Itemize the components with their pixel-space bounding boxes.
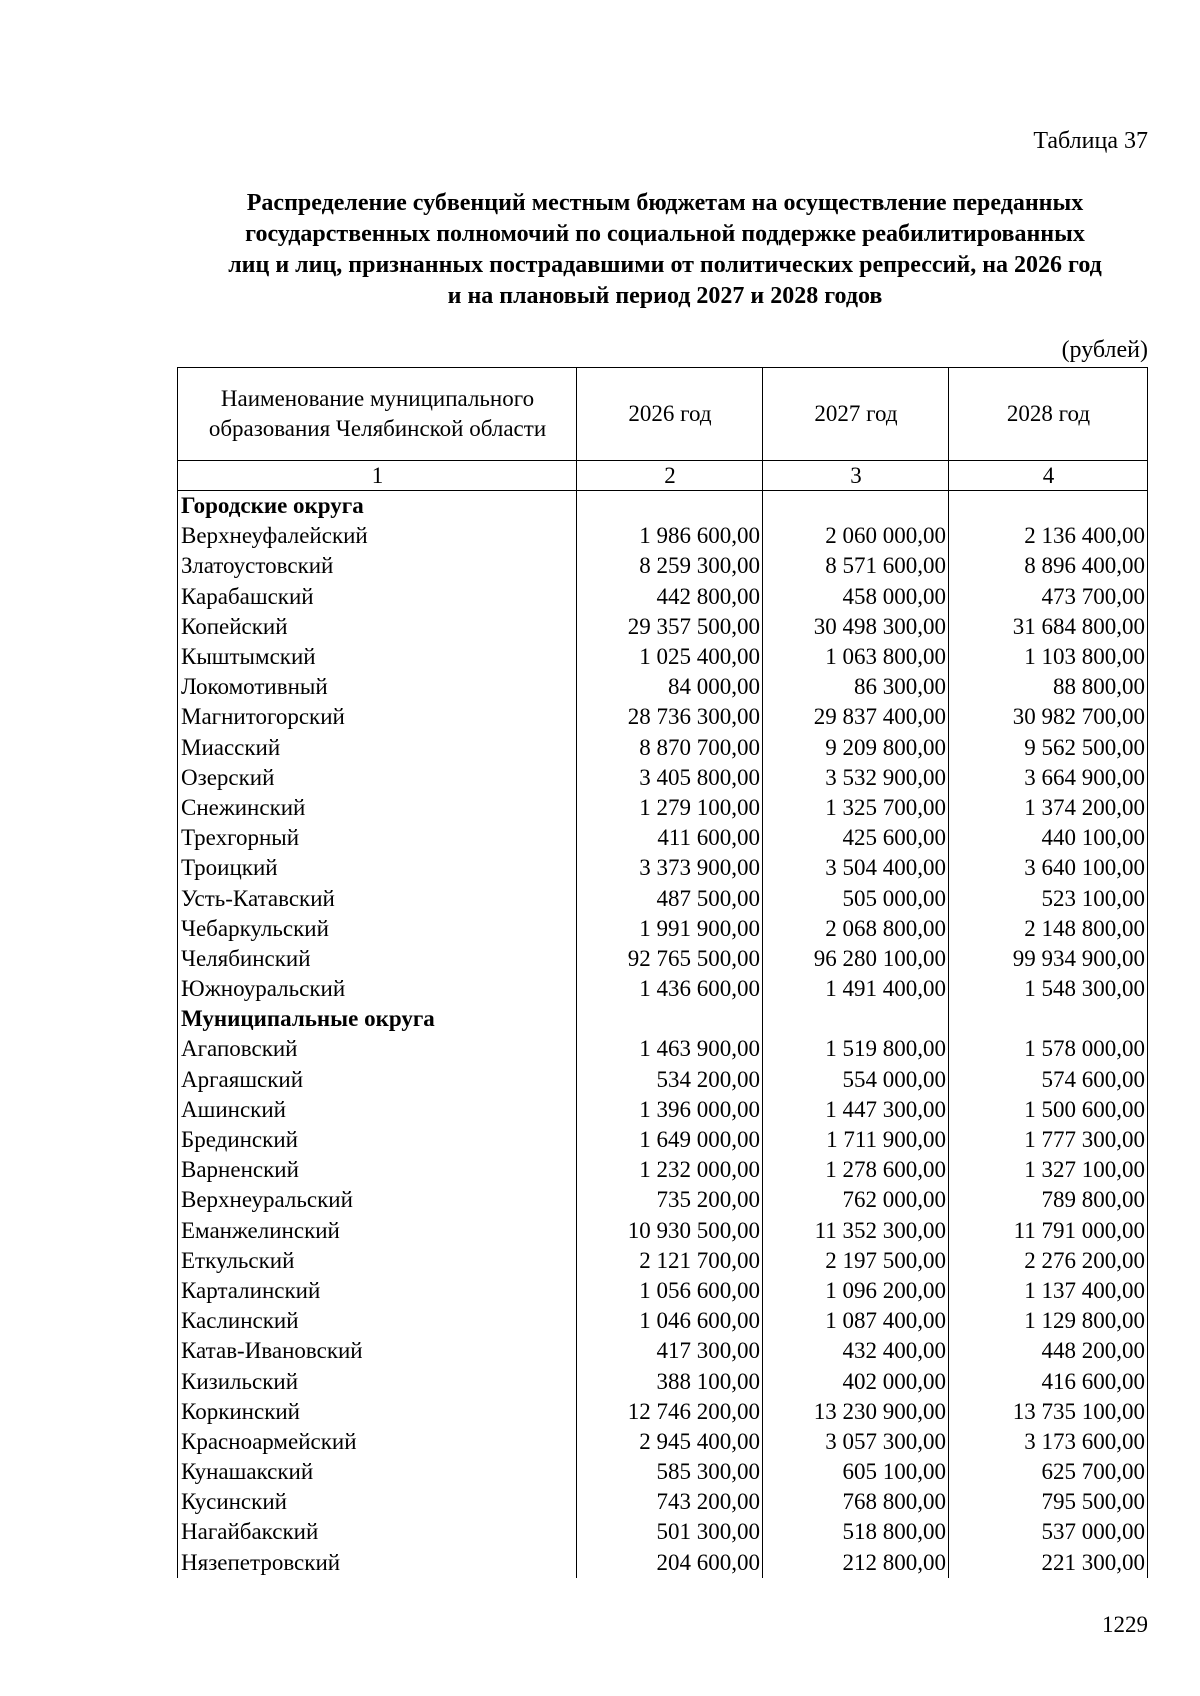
table-row	[178, 672, 1148, 702]
amount-2026: 2 121 700,00	[577, 1246, 763, 1276]
table-row	[178, 1366, 1148, 1396]
municipality-name: Верхнеуральский	[178, 1185, 577, 1215]
amount-2028: 2 136 400,00	[949, 521, 1148, 551]
municipality-name: Верхнеуфалейский	[178, 521, 577, 551]
amount-2027: 1 519 800,00	[763, 1034, 949, 1064]
table-row	[178, 1276, 1148, 1306]
municipality-name: Ашинский	[178, 1095, 577, 1125]
amount-2026: 1 396 000,00	[577, 1095, 763, 1125]
amount-2026: 3 405 800,00	[577, 763, 763, 793]
amount-2026: 1 279 100,00	[577, 793, 763, 823]
municipality-name: Катав-Ивановский	[178, 1336, 577, 1366]
table-body	[178, 491, 1148, 1578]
amount-2027: 96 280 100,00	[763, 944, 949, 974]
amount-2027: 1 491 400,00	[763, 974, 949, 1004]
table-row	[178, 642, 1148, 672]
amount-2027: 2 068 800,00	[763, 914, 949, 944]
amount-2028: 8 896 400,00	[949, 551, 1148, 581]
municipality-name: Карталинский	[178, 1276, 577, 1306]
title-line: лиц и лиц, признанных пострадавшими от политических репрессий, на 2026 год	[228, 252, 1102, 278]
municipality-name: Красноармейский	[178, 1427, 577, 1457]
amount-2028: 440 100,00	[949, 823, 1148, 853]
amount-2028: 88 800,00	[949, 672, 1148, 702]
municipality-name: Снежинский	[178, 793, 577, 823]
municipality-name: Кунашакский	[178, 1457, 577, 1487]
amount-2027	[763, 491, 949, 522]
amount-2028	[949, 1004, 1148, 1034]
amount-2026: 1 463 900,00	[577, 1034, 763, 1064]
table-row	[178, 1216, 1148, 1246]
amount-2028: 416 600,00	[949, 1366, 1148, 1396]
amount-2027: 2 197 500,00	[763, 1246, 949, 1276]
amount-2028: 523 100,00	[949, 883, 1148, 913]
table-row	[178, 823, 1148, 853]
amount-2026: 8 259 300,00	[577, 551, 763, 581]
amount-2027: 554 000,00	[763, 1065, 949, 1095]
amount-2028: 1 374 200,00	[949, 793, 1148, 823]
amount-2026: 585 300,00	[577, 1457, 763, 1487]
document-title	[170, 188, 1160, 312]
table-row	[178, 612, 1148, 642]
amount-2028: 1 137 400,00	[949, 1276, 1148, 1306]
amount-2026: 12 746 200,00	[577, 1397, 763, 1427]
municipality-name: Агаповский	[178, 1034, 577, 1064]
table-row	[178, 974, 1148, 1004]
column-header-2027: 2027 год	[763, 368, 949, 461]
amount-2028	[949, 491, 1148, 522]
amount-2028: 2 276 200,00	[949, 1246, 1148, 1276]
amount-2027	[763, 1004, 949, 1034]
amount-2028: 795 500,00	[949, 1487, 1148, 1517]
table-row	[178, 1306, 1148, 1336]
amount-2026: 29 357 500,00	[577, 612, 763, 642]
table-header-row	[178, 368, 1148, 461]
table-row	[178, 582, 1148, 612]
municipality-name: Южноуральский	[178, 974, 577, 1004]
amount-2026: 735 200,00	[577, 1185, 763, 1215]
amount-2027: 9 209 800,00	[763, 733, 949, 763]
municipality-name: Миасский	[178, 733, 577, 763]
amount-2028: 2 148 800,00	[949, 914, 1148, 944]
amount-2028: 13 735 100,00	[949, 1397, 1148, 1427]
municipality-name: Брединский	[178, 1125, 577, 1155]
amount-2027: 1 087 400,00	[763, 1306, 949, 1336]
municipality-name: Усть-Катавский	[178, 883, 577, 913]
amount-2026: 3 373 900,00	[577, 853, 763, 883]
table-row	[178, 1185, 1148, 1215]
unit-label: (рублей)	[1061, 337, 1148, 363]
amount-2026: 1 056 600,00	[577, 1276, 763, 1306]
amount-2028: 1 103 800,00	[949, 642, 1148, 672]
municipality-name: Озерский	[178, 763, 577, 793]
amount-2028: 1 327 100,00	[949, 1155, 1148, 1185]
amount-2027: 3 532 900,00	[763, 763, 949, 793]
amount-2026: 1 991 900,00	[577, 914, 763, 944]
table-number: Таблица 37	[1033, 128, 1148, 154]
table-row	[178, 1095, 1148, 1125]
amount-2028: 3 640 100,00	[949, 853, 1148, 883]
column-header-2028: 2028 год	[949, 368, 1148, 461]
amount-2026	[577, 491, 763, 522]
municipality-name: Кыштымский	[178, 642, 577, 672]
amount-2026: 1 025 400,00	[577, 642, 763, 672]
column-number: 1	[178, 461, 577, 491]
municipality-name: Кусинский	[178, 1487, 577, 1517]
amount-2028: 11 791 000,00	[949, 1216, 1148, 1246]
amount-2027: 1 096 200,00	[763, 1276, 949, 1306]
column-number: 4	[949, 461, 1148, 491]
municipality-name: Коркинский	[178, 1397, 577, 1427]
table-row	[178, 1517, 1148, 1547]
amount-2027: 402 000,00	[763, 1366, 949, 1396]
amount-2028: 473 700,00	[949, 582, 1148, 612]
amount-2027: 605 100,00	[763, 1457, 949, 1487]
amount-2027: 1 711 900,00	[763, 1125, 949, 1155]
table-row	[178, 702, 1148, 732]
amount-2028: 221 300,00	[949, 1548, 1148, 1578]
title-line: и на плановый период 2027 и 2028 годов	[447, 283, 883, 309]
table-row	[178, 883, 1148, 913]
amount-2027: 1 278 600,00	[763, 1155, 949, 1185]
amount-2028: 537 000,00	[949, 1517, 1148, 1547]
amount-2027: 13 230 900,00	[763, 1397, 949, 1427]
table-row	[178, 551, 1148, 581]
amount-2026: 743 200,00	[577, 1487, 763, 1517]
amount-2027: 505 000,00	[763, 883, 949, 913]
table-row	[178, 1125, 1148, 1155]
amount-2028: 3 173 600,00	[949, 1427, 1148, 1457]
amount-2026: 1 046 600,00	[577, 1306, 763, 1336]
table-row	[178, 763, 1148, 793]
amount-2026: 92 765 500,00	[577, 944, 763, 974]
amount-2026	[577, 1004, 763, 1034]
title-line: государственных полномочий по социальной поддержке реабилитированных	[245, 221, 1085, 247]
amount-2027: 2 060 000,00	[763, 521, 949, 551]
amount-2028: 1 500 600,00	[949, 1095, 1148, 1125]
table-row	[178, 1487, 1148, 1517]
municipality-name: Челябинский	[178, 944, 577, 974]
table-row	[178, 1397, 1148, 1427]
amount-2026: 388 100,00	[577, 1366, 763, 1396]
column-number: 2	[577, 461, 763, 491]
amount-2028: 1 548 300,00	[949, 974, 1148, 1004]
municipality-name: Варненский	[178, 1155, 577, 1185]
column-number-row	[178, 461, 1148, 491]
amount-2027: 3 057 300,00	[763, 1427, 949, 1457]
amount-2027: 425 600,00	[763, 823, 949, 853]
amount-2026: 417 300,00	[577, 1336, 763, 1366]
amount-2026: 442 800,00	[577, 582, 763, 612]
table-row	[178, 914, 1148, 944]
municipality-name: Нагайбакский	[178, 1517, 577, 1547]
amount-2027: 762 000,00	[763, 1185, 949, 1215]
municipality-name: Локомотивный	[178, 672, 577, 702]
amount-2026: 10 930 500,00	[577, 1216, 763, 1246]
amount-2026: 501 300,00	[577, 1517, 763, 1547]
municipality-name: Нязепетровский	[178, 1548, 577, 1578]
title-line: Распределение субвенций местным бюджетам на осуществление переданных	[246, 190, 1084, 216]
subsidy-table	[177, 367, 1148, 1578]
table-row	[178, 793, 1148, 823]
amount-2028: 30 982 700,00	[949, 702, 1148, 732]
municipality-name: Трехгорный	[178, 823, 577, 853]
amount-2027: 3 504 400,00	[763, 853, 949, 883]
amount-2028: 625 700,00	[949, 1457, 1148, 1487]
table-row	[178, 1336, 1148, 1366]
municipality-name: Кизильский	[178, 1366, 577, 1396]
amount-2027: 8 571 600,00	[763, 551, 949, 581]
column-header-2026: 2026 год	[577, 368, 763, 461]
amount-2028: 1 129 800,00	[949, 1306, 1148, 1336]
amount-2026: 1 986 600,00	[577, 521, 763, 551]
section-title: Муниципальные округа	[178, 1004, 577, 1034]
municipality-name: Еткульский	[178, 1246, 577, 1276]
amount-2027: 212 800,00	[763, 1548, 949, 1578]
municipality-name: Карабашский	[178, 582, 577, 612]
amount-2026: 28 736 300,00	[577, 702, 763, 732]
amount-2026: 84 000,00	[577, 672, 763, 702]
page-number: 1229	[1102, 1612, 1148, 1637]
column-number: 3	[763, 461, 949, 491]
amount-2028: 31 684 800,00	[949, 612, 1148, 642]
amount-2026: 1 436 600,00	[577, 974, 763, 1004]
table-row	[178, 521, 1148, 551]
amount-2028: 574 600,00	[949, 1065, 1148, 1095]
amount-2027: 30 498 300,00	[763, 612, 949, 642]
amount-2027: 11 352 300,00	[763, 1216, 949, 1246]
municipality-name: Каслинский	[178, 1306, 577, 1336]
amount-2027: 1 325 700,00	[763, 793, 949, 823]
municipality-name: Копейский	[178, 612, 577, 642]
municipality-name: Аргаяшский	[178, 1065, 577, 1095]
amount-2028: 789 800,00	[949, 1185, 1148, 1215]
amount-2026: 1 232 000,00	[577, 1155, 763, 1185]
municipality-name: Еманжелинский	[178, 1216, 577, 1246]
amount-2026: 1 649 000,00	[577, 1125, 763, 1155]
amount-2027: 768 800,00	[763, 1487, 949, 1517]
table-row	[178, 1246, 1148, 1276]
table-row	[178, 1065, 1148, 1095]
amount-2026: 204 600,00	[577, 1548, 763, 1578]
table-row	[178, 944, 1148, 974]
amount-2028: 1 578 000,00	[949, 1034, 1148, 1064]
amount-2027: 1 063 800,00	[763, 642, 949, 672]
amount-2026: 411 600,00	[577, 823, 763, 853]
municipality-name: Чебаркульский	[178, 914, 577, 944]
table-row	[178, 1427, 1148, 1457]
table-row	[178, 1457, 1148, 1487]
amount-2026: 2 945 400,00	[577, 1427, 763, 1457]
amount-2027: 1 447 300,00	[763, 1095, 949, 1125]
table-row	[178, 733, 1148, 763]
municipality-name: Троицкий	[178, 853, 577, 883]
amount-2026: 487 500,00	[577, 883, 763, 913]
amount-2028: 9 562 500,00	[949, 733, 1148, 763]
amount-2027: 458 000,00	[763, 582, 949, 612]
amount-2027: 432 400,00	[763, 1336, 949, 1366]
amount-2026: 8 870 700,00	[577, 733, 763, 763]
table-row	[178, 1155, 1148, 1185]
section-row	[178, 1004, 1148, 1034]
section-row	[178, 491, 1148, 522]
amount-2028: 99 934 900,00	[949, 944, 1148, 974]
table-row	[178, 1548, 1148, 1578]
municipality-name: Магнитогорский	[178, 702, 577, 732]
amount-2028: 3 664 900,00	[949, 763, 1148, 793]
table-row	[178, 853, 1148, 883]
table-row	[178, 1034, 1148, 1064]
amount-2028: 1 777 300,00	[949, 1125, 1148, 1155]
column-header-municipality: Наименование муниципального образования Челябинской области	[178, 368, 577, 461]
section-title: Городские округа	[178, 491, 577, 522]
amount-2027: 86 300,00	[763, 672, 949, 702]
amount-2026: 534 200,00	[577, 1065, 763, 1095]
amount-2027: 518 800,00	[763, 1517, 949, 1547]
amount-2027: 29 837 400,00	[763, 702, 949, 732]
amount-2028: 448 200,00	[949, 1336, 1148, 1366]
municipality-name: Златоустовский	[178, 551, 577, 581]
